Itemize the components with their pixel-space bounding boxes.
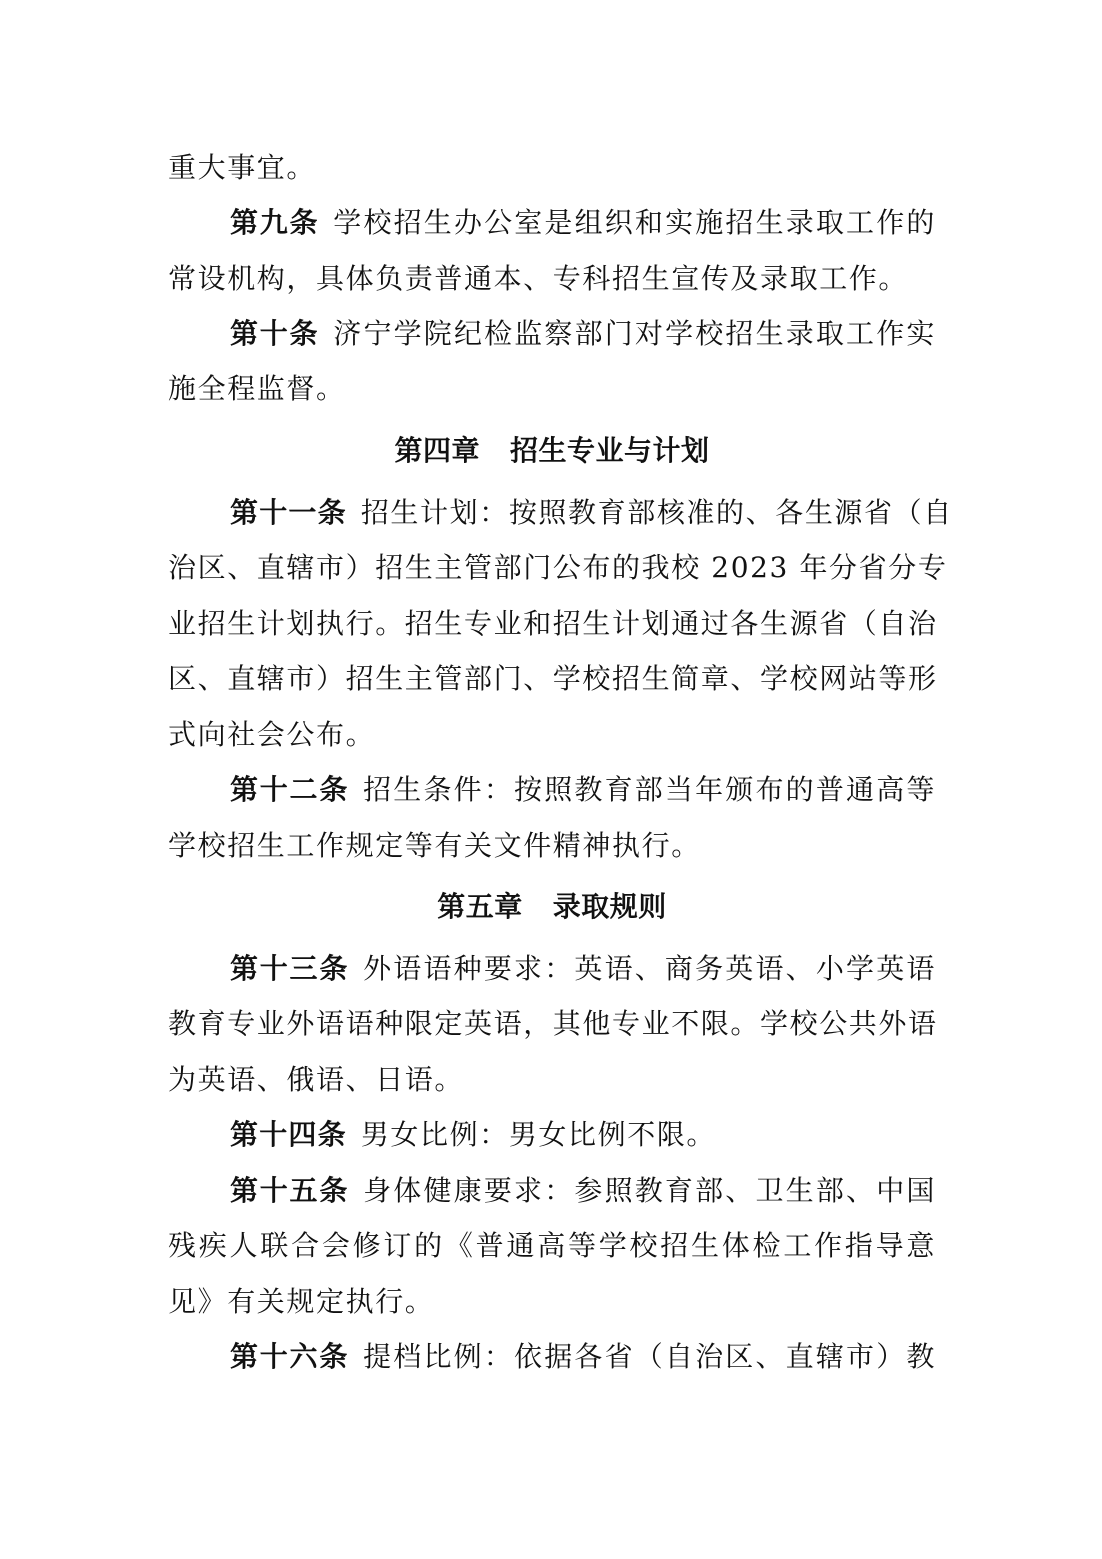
paragraph-text: 教育专业外语语种限定英语，其他专业不限。学校公共外语: [168, 1007, 938, 1040]
paragraph-text: 提档比例：依据各省（自治区、直辖市）教: [363, 1340, 936, 1373]
article-11-line-4: [168, 659, 936, 699]
paragraph-text: 为英语、俄语、日语。: [168, 1063, 465, 1096]
article-number: 第十六条: [230, 1340, 350, 1373]
article-11-line-1: [230, 493, 953, 533]
article-14-line-1: [230, 1115, 936, 1155]
paragraph-text: 业招生计划执行。招生专业和招生计划通过各生源省（自治: [168, 607, 938, 640]
paragraph-text: 施全程监督。: [168, 372, 346, 405]
paragraph-text: 重大事宜。: [168, 151, 317, 184]
paragraph-text: 招生条件：按照教育部当年颁布的普通高等: [363, 773, 936, 806]
article-13-line-1: [230, 949, 936, 989]
article-11-line-3: [168, 604, 936, 644]
paragraph-text: 学校招生办公室是组织和实施招生录取工作的: [333, 206, 936, 239]
paragraph-text: 区、直辖市）招生主管部门、学校招生简章、学校网站等形: [168, 662, 938, 695]
paragraph-text: 济宁学院纪检监察部门对学校招生录取工作实: [333, 317, 936, 350]
article-12-line-2: [168, 826, 936, 866]
paragraph-text: 招生计划：按照教育部核准的、各生源省（自: [360, 496, 953, 529]
article-11-line-5: [168, 715, 936, 755]
article-10-line-1: [230, 314, 936, 354]
chapter-number: 第五章: [437, 890, 523, 923]
article-15-line-3: [168, 1282, 936, 1322]
paragraph-text: 学校招生工作规定等有关文件精神执行。: [168, 829, 701, 862]
article-13-line-2: [168, 1004, 936, 1044]
paragraph-text: 治区、直辖市）招生主管部门公布的我校 2023 年分省分专: [168, 551, 948, 584]
article-number: 第九条: [230, 206, 320, 239]
article-15-line-1: [230, 1171, 936, 1211]
paragraph-text: 见》有关规定执行。: [168, 1285, 435, 1318]
paragraph-text: 外语语种要求：英语、商务英语、小学英语: [363, 952, 936, 985]
paragraph-text: 式向社会公布。: [168, 718, 376, 751]
chapter-number: 第四章: [394, 434, 480, 467]
chapter-4-heading: [168, 431, 936, 471]
chapter-title: 录取规则: [552, 890, 667, 923]
article-9-line-2: [168, 259, 936, 299]
article-number: 第十三条: [230, 952, 350, 985]
paragraph-text: 常设机构，具体负责普通本、专科招生宣传及录取工作。: [168, 262, 909, 295]
article-13-line-3: [168, 1060, 936, 1100]
paragraph-text: 身体健康要求：参照教育部、卫生部、中国: [363, 1174, 936, 1207]
article-12-line-1: [230, 770, 936, 810]
article-11-line-2: [168, 548, 948, 588]
article-9-line-1: [230, 203, 936, 243]
article-15-line-2: [168, 1226, 936, 1266]
chapter-title: 招生专业与计划: [510, 434, 710, 467]
chapter-5-heading: [168, 887, 936, 927]
article-number: 第十四条: [230, 1118, 347, 1151]
article-10-line-2: [168, 369, 936, 409]
article-number: 第十条: [230, 317, 320, 350]
article-number: 第十二条: [230, 773, 350, 806]
article-16-line-1: [230, 1337, 936, 1377]
paragraph-text: 男女比例：男女比例不限。: [360, 1118, 717, 1151]
article-number: 第十一条: [230, 496, 347, 529]
article-number: 第十五条: [230, 1174, 350, 1207]
paragraph-text: 残疾人联合会修订的《普通高等学校招生体检工作指导意: [168, 1229, 936, 1262]
paragraph-continuation: [168, 148, 936, 188]
